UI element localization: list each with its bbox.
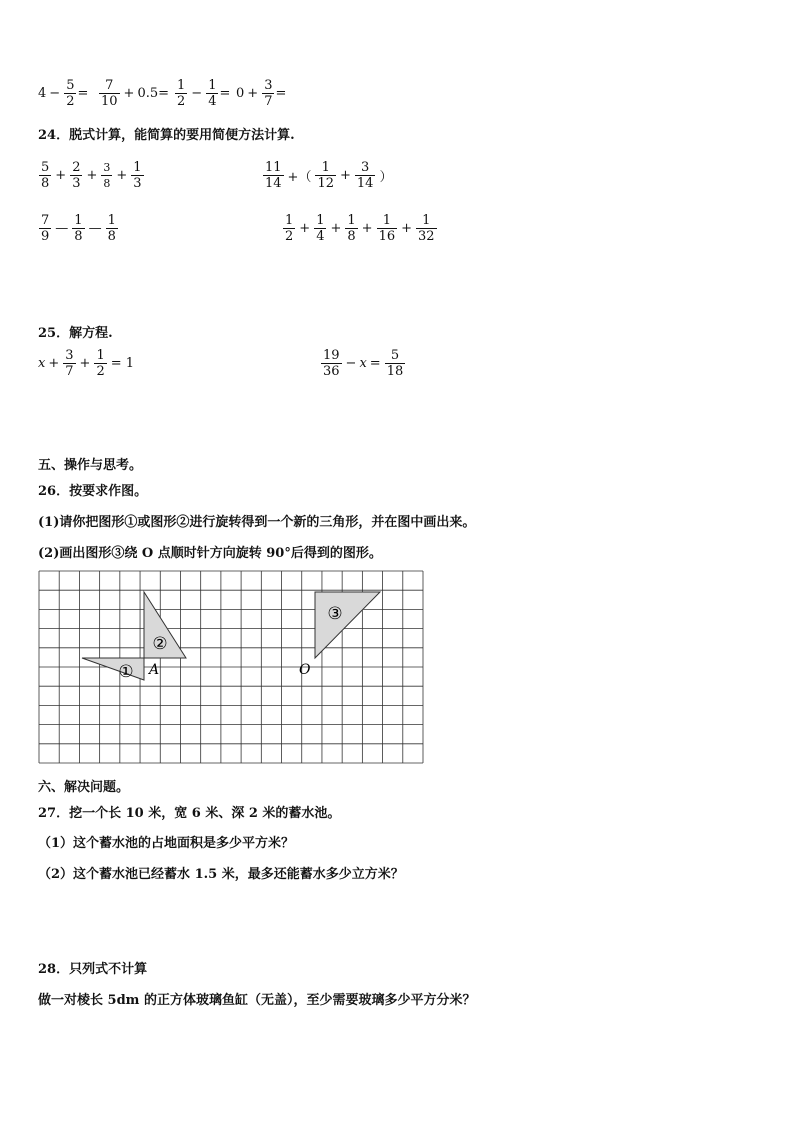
section-5-heading: 五、操作与思考。 [38,458,143,473]
fraction: $\frac{1}{12}$ [317,160,334,191]
calc-item-1 [38,78,88,109]
fraction: $\frac{1}{2}$ [285,213,294,244]
fraction: $\frac{1}{8}$ [74,213,83,244]
fraction: $\frac{1}{3}$ [133,160,142,191]
shape-3-label: ③ [327,604,343,624]
question-26-title: 26．按要求作图。 [38,484,148,499]
fraction: $\frac{1}{8}$ [347,213,356,244]
fraction: $\frac{1}{4}$ [208,78,217,109]
point-o-label: O [299,662,311,678]
q24-expression-3: $\frac{7}{9}$ — $\frac{1}{8}$ — $\frac{1}{8}$ [41,213,116,244]
calc-item-4 [236,78,286,109]
number: 0 [236,86,245,101]
question-27-part-2: （2）这个蓄水池已经蓄水 1.5 米，最多还能蓄水多少立方米？ [38,867,404,882]
question-26-part-1: (1)请你把图形①或图形②进行旋转得到一个新的三角形，并在图中画出来。 [38,515,476,530]
equals: = [275,86,287,101]
question-27-title: 27．挖一个长 10 米，宽 6 米、深 2 米的蓄水池。 [38,806,341,821]
fraction: $\frac{1}{32}$ [418,213,435,244]
q24-expression-1: $\frac{5}{8}$ + $\frac{2}{3}$ + $\frac{3}{8}$ + $\frac{1}{3}$ [41,160,142,191]
question-25-title: 25．解方程. [38,326,113,341]
equals: = [158,86,170,101]
calc-item-2 [98,78,169,109]
fraction: $\frac{1}{2}$ [177,78,186,109]
fraction: $\frac{1}{8}$ [107,213,116,244]
number: 0.5 [137,86,159,101]
point-a-label: A [149,662,160,678]
calc-item-3 [174,78,230,109]
fraction: $\frac{5}{2}$ [66,78,75,109]
number: 4 [38,86,47,101]
operator: − [191,86,203,101]
shape-1-label: ① [118,662,134,682]
question-28-title: 28．只列式不计算 [38,962,148,977]
fraction: $\frac{7}{9}$ [41,213,50,244]
operator: + [247,86,259,101]
fraction: $\frac{1}{16}$ [378,213,396,244]
fraction: $\frac{1}{2}$ [96,348,105,379]
variable: x [359,356,367,371]
fraction: $\frac{5}{8}$ [41,160,50,191]
fraction: $\frac{7}{10}$ [101,78,118,109]
fraction: $\frac{5}{18}$ [386,348,404,379]
q24-expression-4: $\frac{1}{2}$ + $\frac{1}{4}$ + $\frac{1}{8}$ + $\frac{1}{16}$ + $\frac{1}{32}$ [285,213,435,244]
q24-expression-2: $\frac{11}{14}$ +（ $\frac{1}{12}$ + $\frac{3}{14}$ ） [265,160,393,191]
question-27-part-1: （1）这个蓄水池的占地面积是多少平方米？ [38,836,295,851]
q25-equation-2: $\frac{19}{36}$ − x = $\frac{5}{18}$ [323,348,404,379]
question-26-part-2: (2)画出图形③绕 O 点顺时针方向旋转 90°后得到的图形。 [38,546,382,561]
fraction: $\frac{3}{7}$ [65,348,74,379]
operator: + [123,86,135,101]
rotation-grid-figure [38,570,424,764]
question-28-body: 做一对棱长 5dm 的正方体玻璃鱼缸（无盖），至少需要玻璃多少平方分米？ [38,993,476,1008]
shape-2-label: ② [152,634,168,654]
fraction: $\frac{2}{3}$ [72,160,81,191]
fraction: $\frac{3}{14}$ [356,160,374,191]
equals: = [219,86,231,101]
q25-equation-1: x + $\frac{3}{7}$ + $\frac{1}{2}$ = 1 [38,348,135,379]
equals: = [77,86,89,101]
fraction: $\frac{3}{7}$ [264,78,273,109]
question-24-title: 24．脱式计算，能简算的要用简便方法计算. [38,128,295,143]
section-6-heading: 六、解决问题。 [38,780,130,795]
fraction: $\frac{3}{8}$ [103,161,111,190]
fraction: $\frac{1}{4}$ [316,213,325,244]
shape-1-triangle [82,658,144,680]
fraction: $\frac{11}{14}$ [265,160,282,191]
fraction: $\frac{19}{36}$ [323,348,340,379]
variable: x [38,356,46,371]
operator: − [49,86,61,101]
